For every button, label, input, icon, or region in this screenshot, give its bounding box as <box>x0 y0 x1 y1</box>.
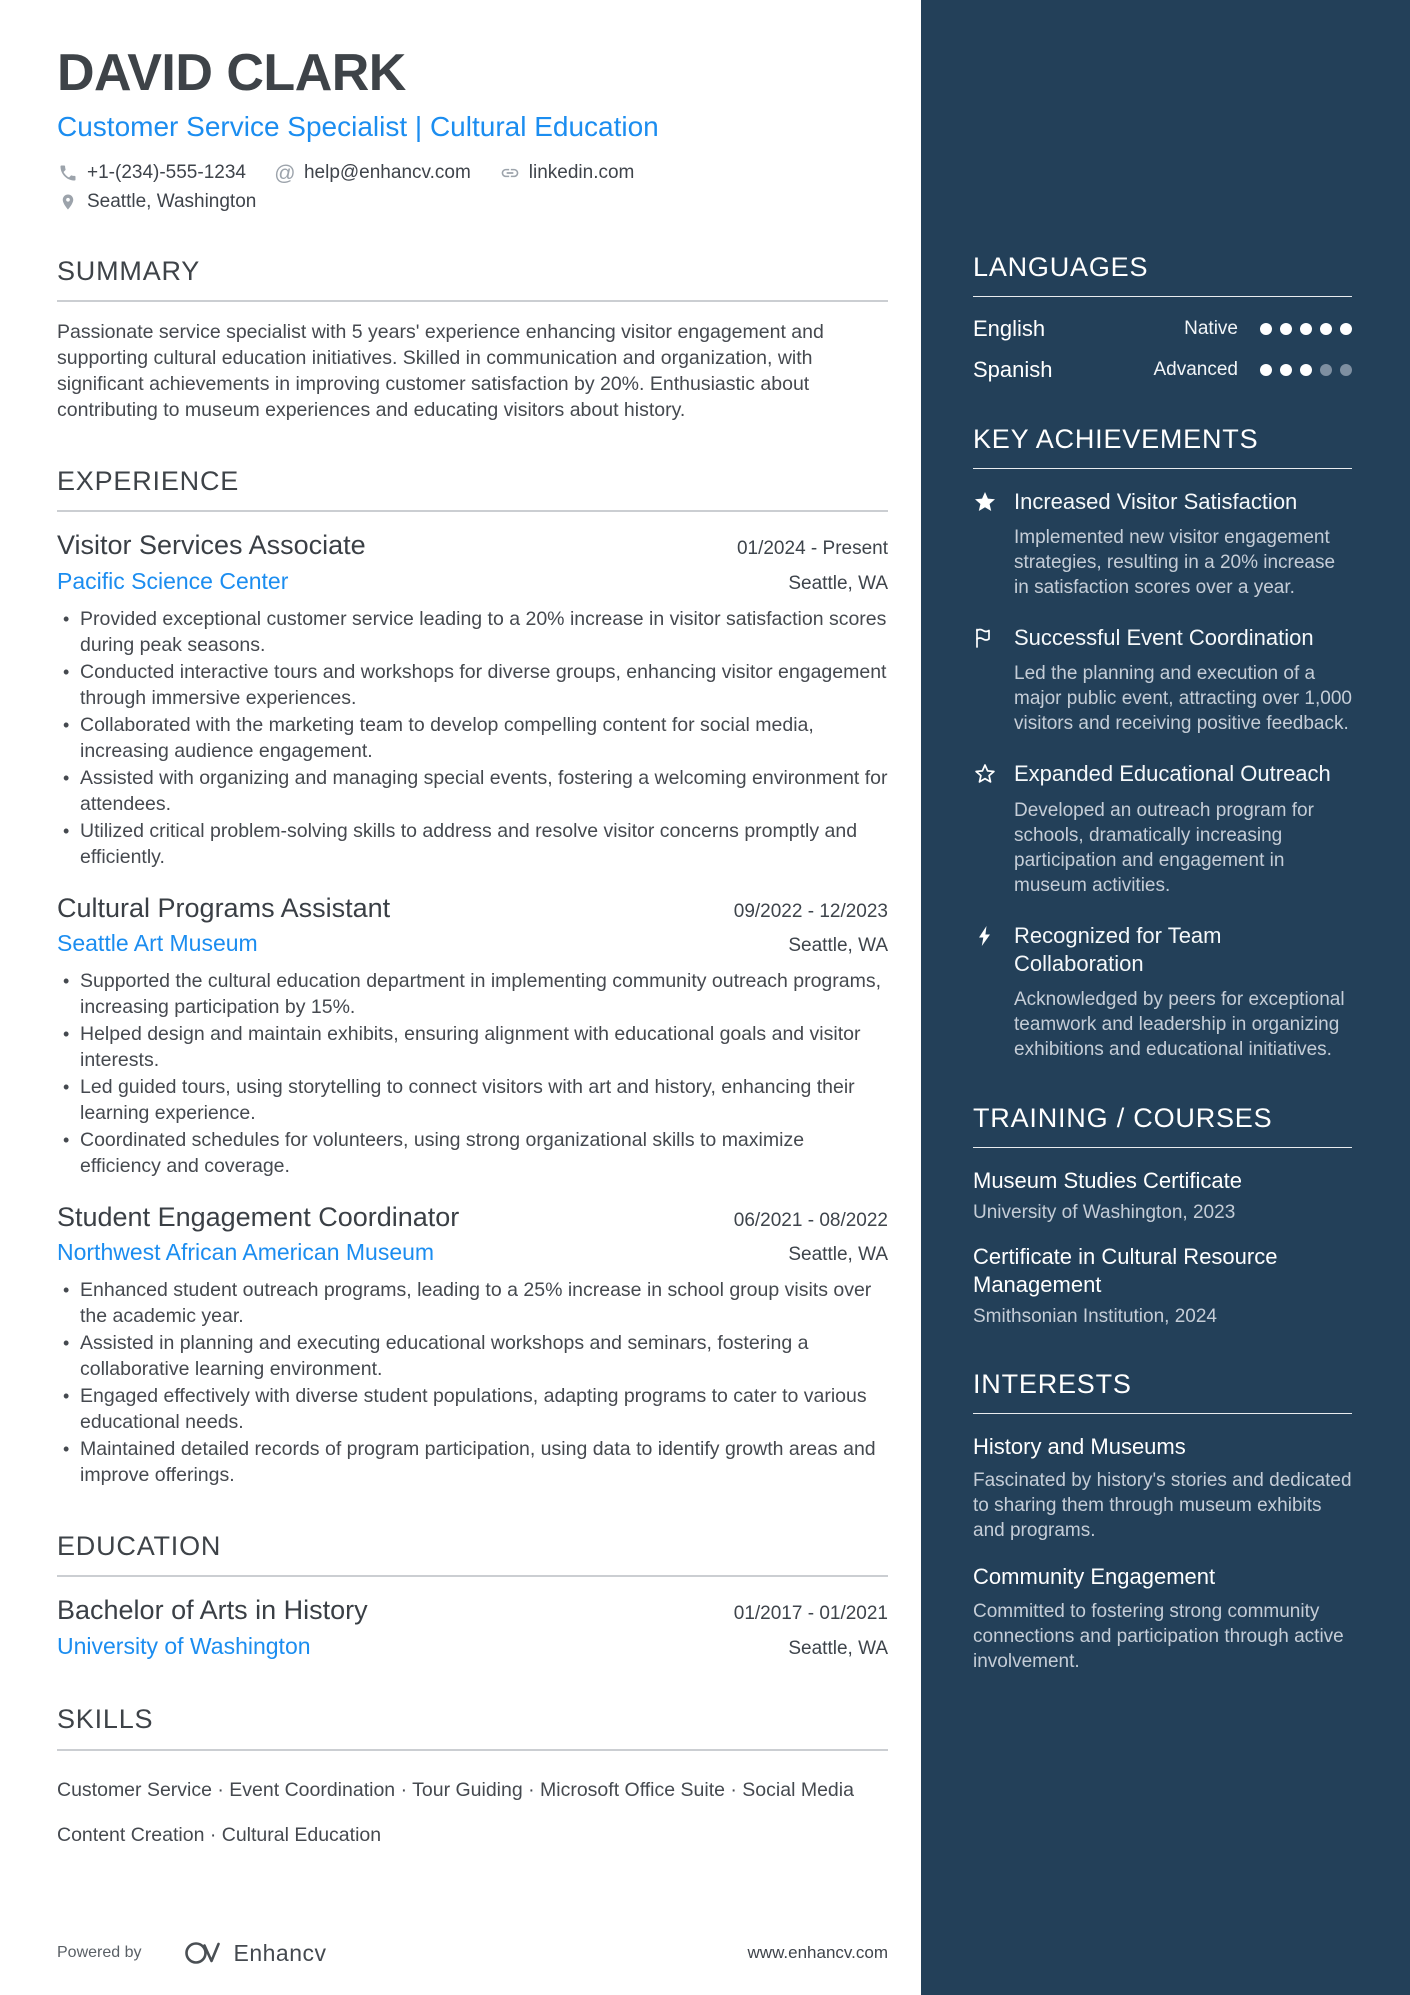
course-item <box>973 1167 1352 1224</box>
achievements-section <box>973 424 1352 1062</box>
location-contact <box>57 191 256 213</box>
language-level: Native <box>1184 318 1238 340</box>
bolt-icon <box>973 922 999 1062</box>
skills-heading: SKILLS <box>57 1704 888 1750</box>
language-name: English <box>973 316 1046 342</box>
star-filled-icon <box>973 488 999 600</box>
job-entry <box>57 529 888 869</box>
enhancv-brand-name: Enhancv <box>233 1939 327 1966</box>
job-bullets <box>57 968 888 1179</box>
achievement-title: Increased Visitor Satisfaction <box>1014 489 1298 515</box>
job-location: Seattle, WA <box>788 1244 888 1266</box>
course-title: Museum Studies Certificate <box>973 1167 1242 1193</box>
phone-contact[interactable] <box>57 162 246 184</box>
achievement-text: Acknowledged by peers for exceptional teamwork and leadership in organizing exhibitions and educational initiatives. <box>1014 988 1345 1060</box>
company-name[interactable]: Northwest African American Museum <box>57 1239 435 1266</box>
achievement-title: Recognized for Team Collaboration <box>1014 922 1222 976</box>
flag-icon <box>973 624 999 736</box>
languages-heading: LANGUAGES <box>973 252 1352 297</box>
education-heading: EDUCATION <box>57 1531 888 1577</box>
achievements-heading: KEY ACHIEVEMENTS <box>973 424 1352 469</box>
link-contact[interactable] <box>499 162 635 184</box>
language-level: Advanced <box>1153 359 1238 381</box>
language-row <box>973 357 1352 383</box>
achievement-item <box>973 488 1352 600</box>
job-bullet: • Collaborated with the marketing team to develop compelling content for social media, increasing audience engagement. <box>57 712 888 764</box>
course-subtitle: Smithsonian Institution, 2024 <box>973 1305 1217 1327</box>
skills-list: Customer Service · Event Coordination · Tour Guiding · Microsoft Office Suite · Social Media Content Creation · Cultural Education <box>57 1778 854 1846</box>
link-text: linkedin.com <box>528 162 635 184</box>
interest-title: History and Museums <box>973 1433 1186 1459</box>
footer <box>57 1937 888 1969</box>
link-icon <box>499 162 521 184</box>
candidate-title: Customer Service Specialist | Cultural Education <box>57 110 659 142</box>
job-bullet: • Utilized critical problem-solving skills to address and resolve visitor concerns promptly and efficiently. <box>57 818 888 870</box>
job-dates: 01/2024 - Present <box>736 538 888 560</box>
school-name[interactable]: University of Washington <box>57 1632 311 1659</box>
job-bullet: • Assisted with organizing and managing special events, fostering a welcoming environment for attendees. <box>57 765 888 817</box>
achievement-item <box>973 760 1352 897</box>
powered-by-label: Powered by <box>57 1944 142 1961</box>
candidate-name: DAVID CLARK <box>57 44 406 102</box>
course-item <box>973 1243 1352 1328</box>
interest-title: Community Engagement <box>973 1564 1216 1590</box>
job-bullet: • Provided exceptional customer service leading to a 20% increase in visitor satisfaction scores during peak seasons. <box>57 606 888 658</box>
achievement-text: Developed an outreach program for schools, dramatically increasing participation and engagement in museum activities. <box>1014 799 1314 896</box>
interests-heading: INTERESTS <box>973 1369 1352 1414</box>
job-bullet: • Assisted in planning and executing educational workshops and seminars, fostering a collaborative learning environment. <box>57 1330 888 1382</box>
job-dates: 06/2021 - 08/2022 <box>733 1209 888 1231</box>
job-bullet: • Conducted interactive tours and workshops for diverse groups, enhancing visitor engagement through immersive experiences. <box>57 659 888 711</box>
education-location: Seattle, WA <box>788 1637 888 1659</box>
job-location: Seattle, WA <box>788 934 888 956</box>
contact-row <box>57 162 888 184</box>
education-section <box>57 1531 888 1661</box>
sidebar <box>921 0 1410 1995</box>
language-proficiency-dots <box>1260 364 1352 376</box>
training-section <box>973 1103 1352 1328</box>
language-proficiency-dots <box>1260 323 1352 335</box>
email-contact[interactable] <box>274 162 471 184</box>
interest-item <box>973 1433 1352 1544</box>
job-title: Cultural Programs Assistant <box>57 892 391 923</box>
achievement-text: Led the planning and execution of a major public event, attracting over 1,000 visitors and receiving positive feedback. <box>1014 663 1352 735</box>
job-location: Seattle, WA <box>788 572 888 594</box>
summary-section <box>57 256 888 423</box>
email-address: help@enhancv.com <box>303 162 471 184</box>
interest-item <box>973 1563 1352 1674</box>
job-title: Visitor Services Associate <box>57 530 366 561</box>
summary-text: Passionate service specialist with 5 years' experience enhancing visitor engagement and supporting cultural education initiatives. Skilled in communication and organization, with significant achievements in improving customer satisfaction by 20%. Enthusiastic about contributing to museum experiences and educating visitors about history. <box>57 321 824 422</box>
training-heading: TRAINING / COURSES <box>973 1103 1352 1148</box>
location-text: Seattle, Washington <box>87 191 257 213</box>
interest-text: Committed to fostering strong community connections and participation through active involvement. <box>973 1600 1344 1672</box>
enhancv-logo-icon <box>182 1937 224 1969</box>
job-bullets <box>57 1277 888 1488</box>
education-dates: 01/2017 - 01/2021 <box>733 1603 888 1625</box>
job-bullet: • Helped design and maintain exhibits, ensuring alignment with educational goals and visitor interests. <box>57 1021 888 1073</box>
job-bullet: • Enhanced student outreach programs, leading to a 25% increase in school group visits over the academic year. <box>57 1277 888 1329</box>
summary-heading: SUMMARY <box>57 256 888 302</box>
experience-section <box>57 466 888 1488</box>
language-name: Spanish <box>973 357 1053 383</box>
achievement-item <box>973 922 1352 1062</box>
job-bullets <box>57 606 888 870</box>
interest-text: Fascinated by history's stories and dedicated to sharing them through museum exhibits and programs. <box>973 1470 1352 1542</box>
language-row <box>973 316 1352 342</box>
achievement-title: Expanded Educational Outreach <box>1014 761 1331 787</box>
job-title: Student Engagement Coordinator <box>57 1201 460 1232</box>
company-name[interactable]: Pacific Science Center <box>57 567 289 594</box>
job-bullet: • Engaged effectively with diverse student populations, adapting programs to cater to various educational needs. <box>57 1383 888 1435</box>
location-pin-icon <box>57 191 79 213</box>
course-subtitle: University of Washington, 2023 <box>973 1201 1236 1223</box>
skills-section <box>57 1704 888 1857</box>
location-row <box>57 191 888 213</box>
experience-heading: EXPERIENCE <box>57 466 888 512</box>
job-bullet: • Led guided tours, using storytelling to connect visitors with art and history, enhancing their learning experience. <box>57 1074 888 1126</box>
job-entry <box>57 892 888 1179</box>
at-icon: @ <box>274 161 296 185</box>
footer-website[interactable]: www.enhancv.com <box>747 1943 888 1962</box>
achievement-item <box>973 624 1352 736</box>
job-bullet: • Supported the cultural education department in implementing community outreach programs, increasing participation by 15%. <box>57 968 888 1020</box>
job-entry <box>57 1201 888 1488</box>
job-bullet: • Maintained detailed records of program participation, using data to identify growth areas and improve offerings. <box>57 1436 888 1488</box>
star-outline-icon <box>973 760 999 897</box>
phone-icon <box>57 162 79 184</box>
languages-section <box>973 252 1352 383</box>
job-bullet: • Coordinated schedules for volunteers, using strong organizational skills to maximize efficiency and coverage. <box>57 1127 888 1179</box>
achievement-title: Successful Event Coordination <box>1014 625 1314 651</box>
course-title: Certificate in Cultural Resource Management <box>973 1243 1278 1298</box>
degree-title: Bachelor of Arts in History <box>57 1595 368 1626</box>
job-dates: 09/2022 - 12/2023 <box>733 900 888 922</box>
achievement-text: Implemented new visitor engagement strategies, resulting in a 20% increase in satisfaction scores over a year. <box>1014 527 1336 599</box>
interests-section <box>973 1369 1352 1674</box>
company-name[interactable]: Seattle Art Museum <box>57 929 258 956</box>
phone-number: +1-(234)-555-1234 <box>87 162 246 184</box>
